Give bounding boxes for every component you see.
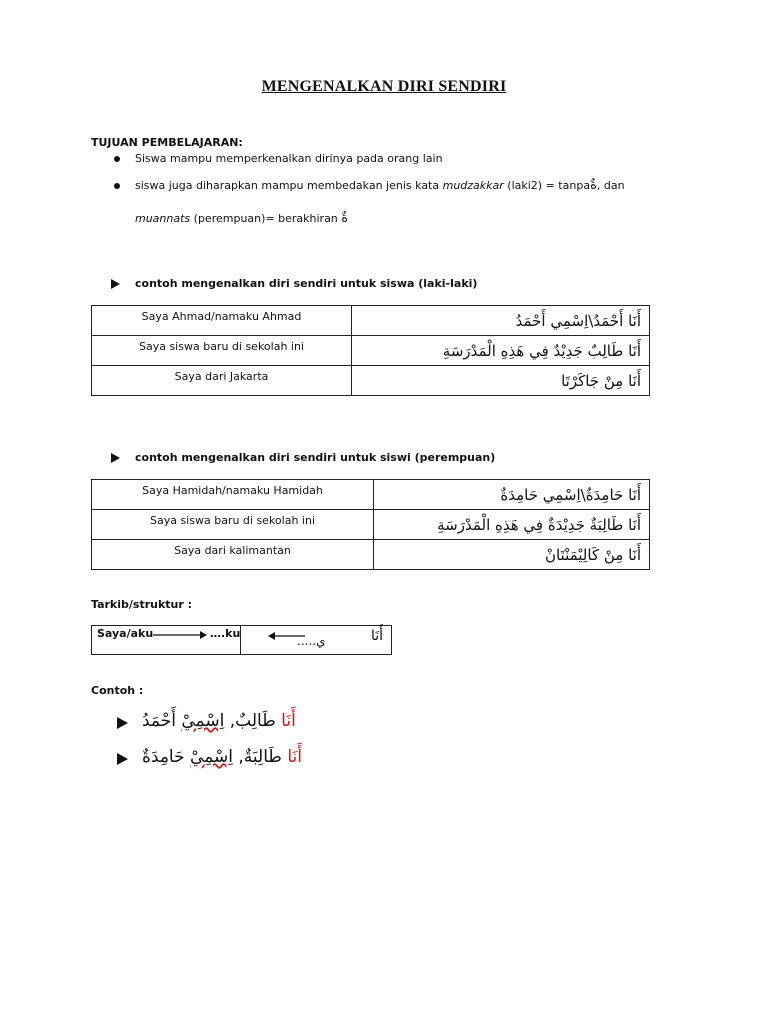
- table-cell: [92, 540, 374, 570]
- objective-item-2-continued: [135, 211, 348, 226]
- structure-left-cell: [92, 626, 241, 655]
- page-title: MENGENALKAN DIRI SENDIRI: [261, 78, 507, 95]
- table-cell: [352, 306, 650, 336]
- section-female-heading: contoh mengenalkan diri sendiri untuk siswi (perempuan): [135, 451, 496, 464]
- example-ana: أَنَا: [287, 747, 302, 767]
- table-row: [92, 480, 650, 510]
- objective-item-2: [135, 178, 625, 193]
- objective-item-2-text: (laki2) = tanpa: [503, 179, 591, 192]
- objective-item-2-text: , dan: [596, 179, 625, 192]
- taa-marbuta-glyph: ةٌ: [341, 211, 349, 226]
- structure-heading: Tarkib/struktur :: [91, 598, 193, 611]
- indonesian-text: Saya dari kalimantan: [174, 544, 291, 557]
- indonesian-text: Saya Hamidah/namaku Hamidah: [142, 484, 323, 497]
- indonesian-text: Saya Ahmad/namaku Ahmad: [141, 310, 302, 323]
- structure-suffix: ي.....: [297, 634, 326, 648]
- example-text: أَحْمَدُ: [142, 711, 182, 731]
- table-row: [92, 510, 650, 540]
- table-cell: [92, 336, 352, 366]
- table-row: [92, 336, 650, 366]
- section-male-heading: contoh mengenalkan diri sendiri untuk siswa (laki-laki): [135, 277, 478, 290]
- table-cell: [374, 510, 650, 540]
- arrow-bullet-icon: [111, 453, 120, 463]
- objective-item-1: Siswa mampu memperkenalkan dirinya pada orang lain: [135, 152, 443, 165]
- structure-saya: Saya/aku: [97, 627, 154, 640]
- arabic-text: أَنَا أَحْمَدُ\اِسْمِي أَحْمَدُ: [515, 312, 641, 330]
- table-cell: [92, 510, 374, 540]
- table-cell: [352, 336, 650, 366]
- arabic-text: أَنَا مِنْ كَالِيْمَنْتَانْ: [544, 546, 641, 564]
- term-mudzakkar: mudzakkar: [442, 179, 504, 192]
- arrow-bullet-icon: [117, 717, 128, 729]
- bullet-icon: [114, 183, 120, 189]
- indonesian-text: Saya siswa baru di sekolah ini: [138, 340, 305, 353]
- arabic-text: أَنَا طَالِبٌ جَدِيْدٌ فِي هَذِهِ الْمَدْرَسَةِ: [442, 342, 641, 360]
- bullet-icon: [114, 156, 120, 162]
- table-cell: [92, 480, 374, 510]
- male-table: [91, 305, 650, 396]
- table-cell: [374, 540, 650, 570]
- example-heading: Contoh :: [91, 684, 144, 697]
- taa-marbuta-glyph: ةٌ: [590, 178, 597, 193]
- objective-item-2-text: siswa juga diharapkan mampu membedakan jenis kata: [135, 179, 443, 192]
- arrow-bullet-icon: [111, 279, 120, 289]
- structure-right-cell: [241, 626, 392, 655]
- table-row: [92, 626, 392, 655]
- example-text: حَامِدَةٌ: [142, 747, 191, 767]
- structure-table: [91, 625, 392, 655]
- structure-ana: أَنَا: [370, 628, 383, 644]
- table-cell: [92, 306, 352, 336]
- example-line-2: [142, 747, 302, 767]
- table-row: [92, 540, 650, 570]
- example-ana: أَنَا: [281, 711, 296, 731]
- indonesian-text: Saya siswa baru di sekolah ini: [149, 514, 316, 527]
- arrow-right-icon: [152, 630, 208, 640]
- table-cell: [92, 366, 352, 396]
- objectives-heading: TUJUAN PEMBELAJARAN:: [91, 136, 243, 149]
- table-cell: [374, 480, 650, 510]
- arabic-text: أَنَا طَالِبَةٌ جَدِيْدَةٌ فِي هَذِهِ الْمَدْرَسَةِ: [437, 516, 641, 534]
- objective-item-2-text: (perempuan)= berakhiran: [190, 212, 342, 225]
- term-muannats: muannats: [135, 212, 191, 225]
- table-cell: [352, 366, 650, 396]
- example-ism: اِسْمِيْ: [190, 747, 233, 767]
- example-line-1: [142, 711, 296, 731]
- arrow-bullet-icon: [117, 753, 128, 765]
- arabic-text: أَنَا مِنْ جَاكَرْتَا: [561, 372, 641, 390]
- table-row: [92, 306, 650, 336]
- example-text: طَالِبَةٌ,: [233, 747, 288, 767]
- example-text: طَالِبٌ,: [224, 711, 282, 731]
- indonesian-text: Saya dari Jakarta: [174, 370, 269, 383]
- arabic-text: أَنَا حَامِدَةٌ\اِسْمِي حَامِدَةٌ: [500, 486, 641, 504]
- example-ism: اِسْمِيْ: [181, 711, 225, 731]
- structure-ku: ….ku: [210, 627, 241, 640]
- table-row: [92, 366, 650, 396]
- female-table: [91, 479, 650, 570]
